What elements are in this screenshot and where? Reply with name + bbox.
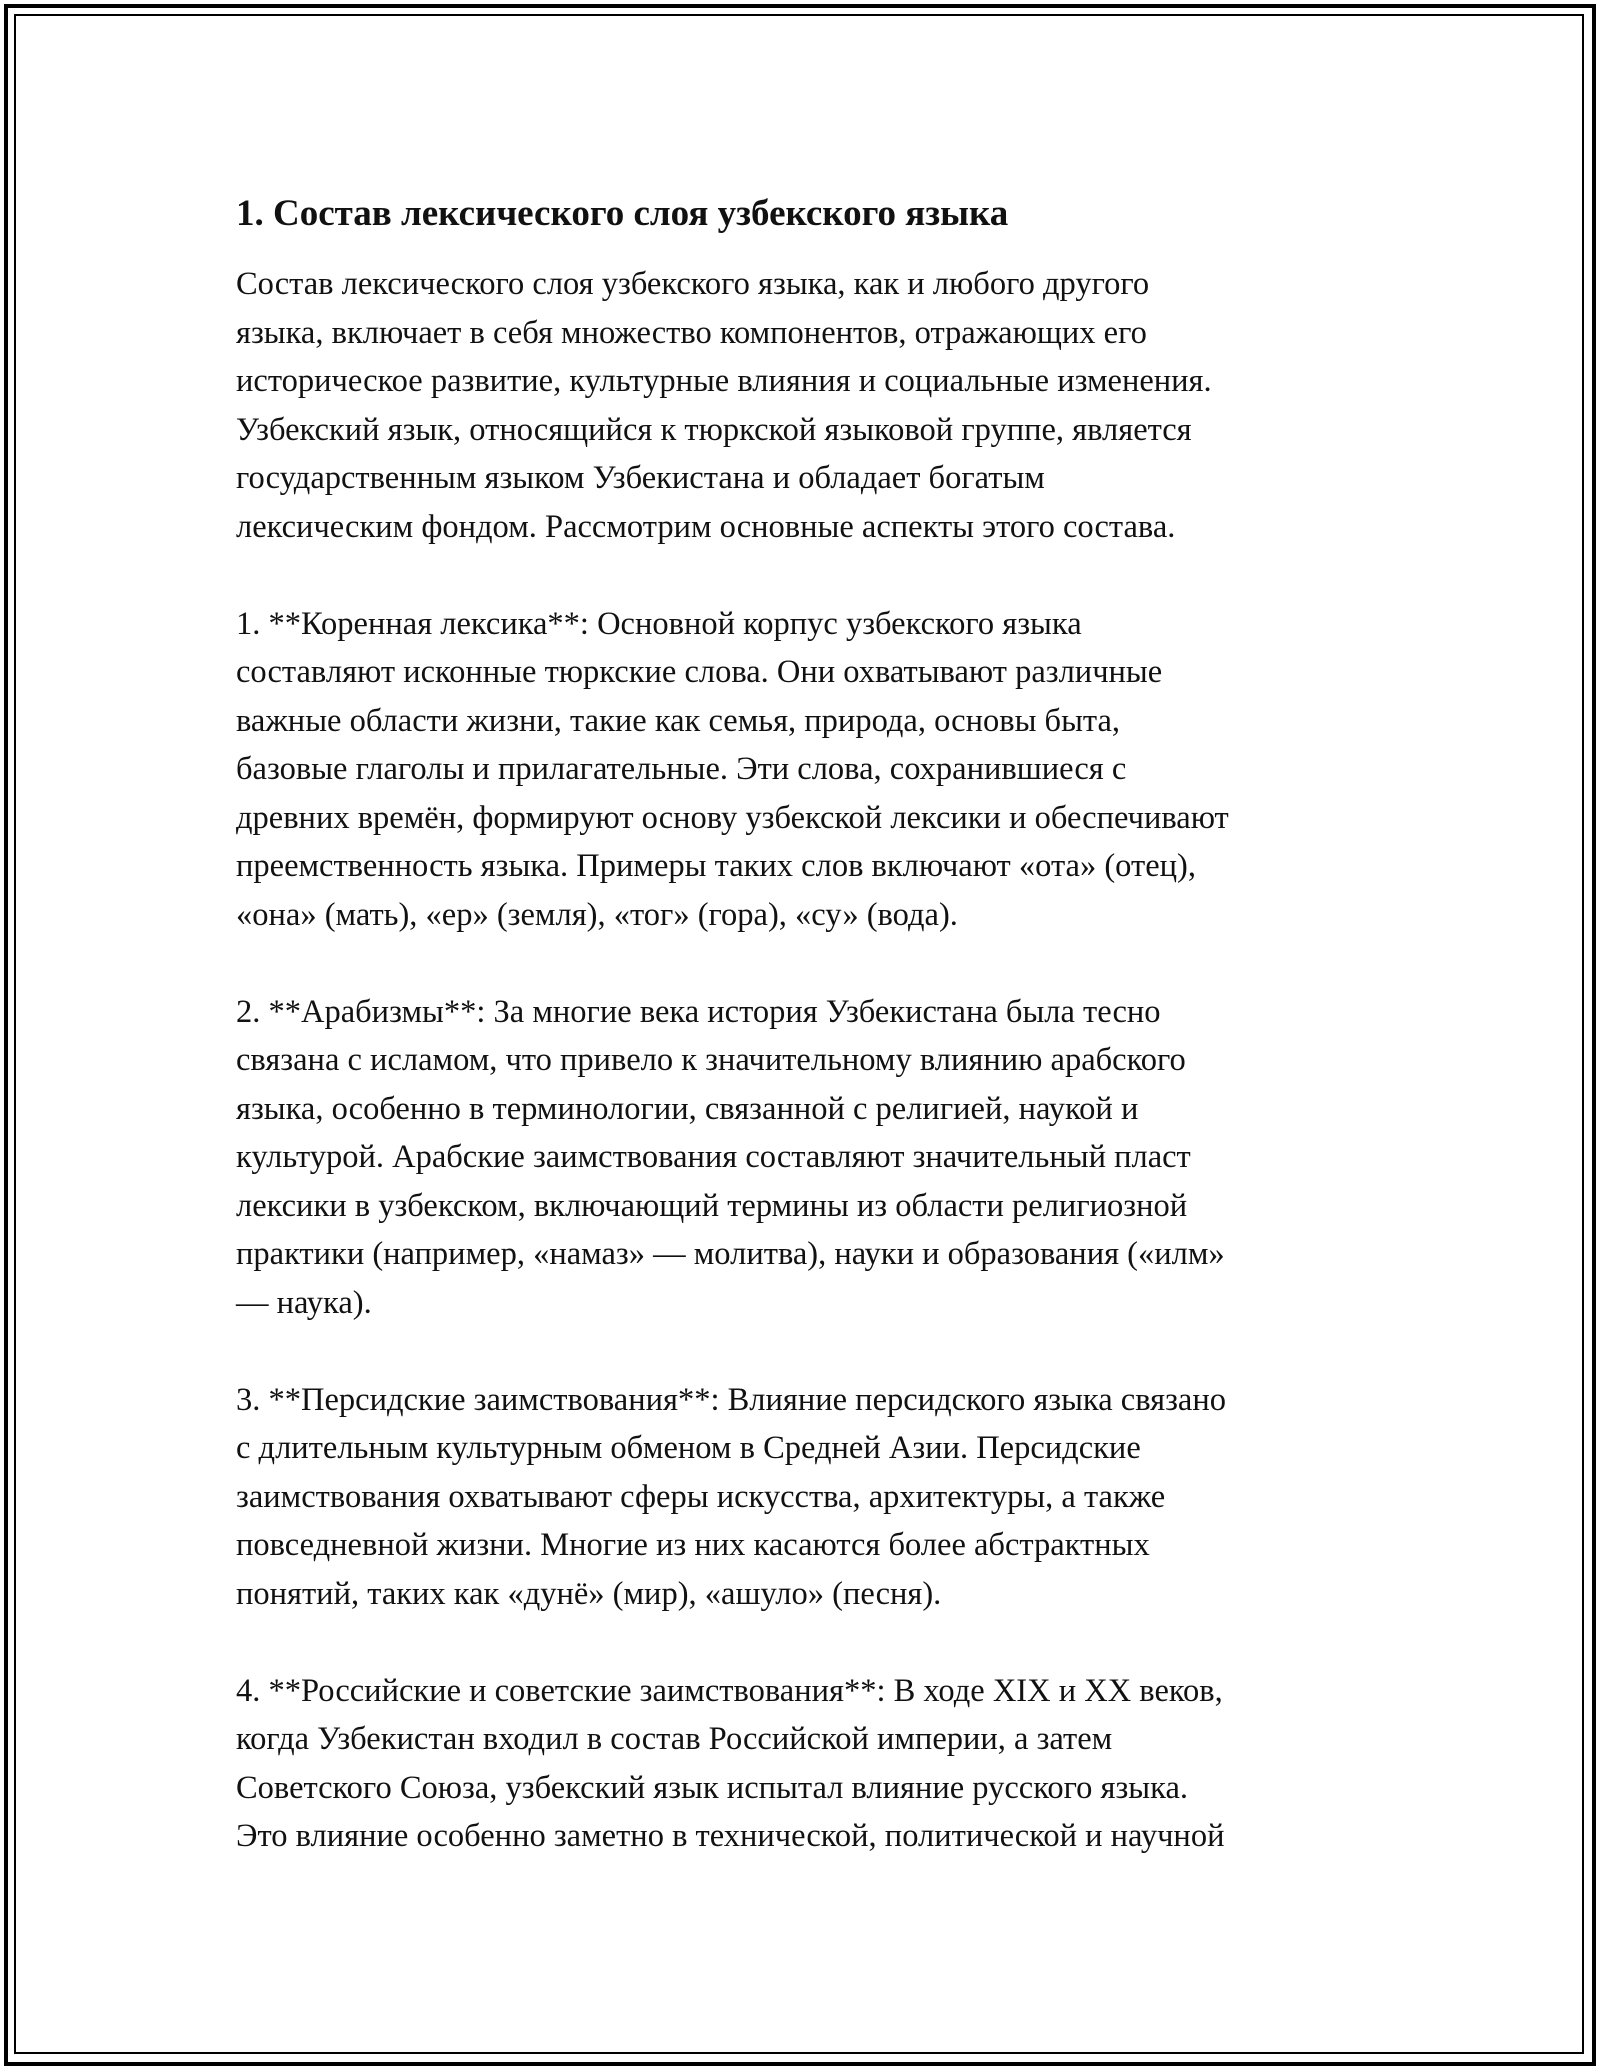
native-vocabulary-paragraph: 1. **Коренная лексика**: Основной корпус узбекского языка составляют исконные тюркские слова. Они охватывают различные важные области жизни, такие как семья, природа, основы быта, базовые глаголы и прилагательные. Эти слова, сохранившиеся с древних времён, формируют основу узбекской лексики и обеспечивают преемственность языка. Примеры таких слов включают «ота» (отец), «она» (мать), «ер» (земля), «тог» (гора), «су» (вода). xyxy=(236,605,1229,933)
section-heading: 1. Состав лексического слоя узбекского языка xyxy=(236,193,1009,234)
russian-soviet-loanwords-paragraph: 4. **Российские и советские заимствования**: В ходе XIX и XX веков, когда Узбекистан входил в состав Российской империи, а затем Советского Союза, узбекский язык испытал влияние русского языка. Это влияние особенно заметно в технической, политической и научной xyxy=(236,1672,1225,1854)
document-body xyxy=(236,186,1376,1909)
intro-paragraph: Состав лексического слоя узбекского языка, как и любого другого языка, включает в себя множество компонентов, отражающих его историческое развитие, культурные влияния и социальные изменения. Узбекский язык, относящийся к тюркской языковой группе, является государственным языком Узбекистана и обладает богатым лексическим фондом. Рассмотрим основные аспекты этого состава. xyxy=(236,266,1212,545)
persian-loanwords-paragraph: 3. **Персидские заимствования**: Влияние персидского языка связано с длительным культурным обменом в Средней Азии. Персидские заимствования охватывают сферы искусства, архитектуры, а также повседневной жизни. Многие из них касаются более абстрактных понятий, таких как «дунё» (мир), «ашуло» (песня). xyxy=(236,1381,1226,1612)
arabisms-paragraph: 2. **Арабизмы**: За многие века история Узбекистана была тесно связана с исламом, что привело к значительному влиянию арабского языка, особенно в терминологии, связанной с религией, наукой и культурой. Арабские заимствования составляют значительный пласт лексики в узбекском, включающий термины из области религиозной практики (например, «намаз» — молитва), науки и образования («илм» — наука). xyxy=(236,993,1225,1321)
